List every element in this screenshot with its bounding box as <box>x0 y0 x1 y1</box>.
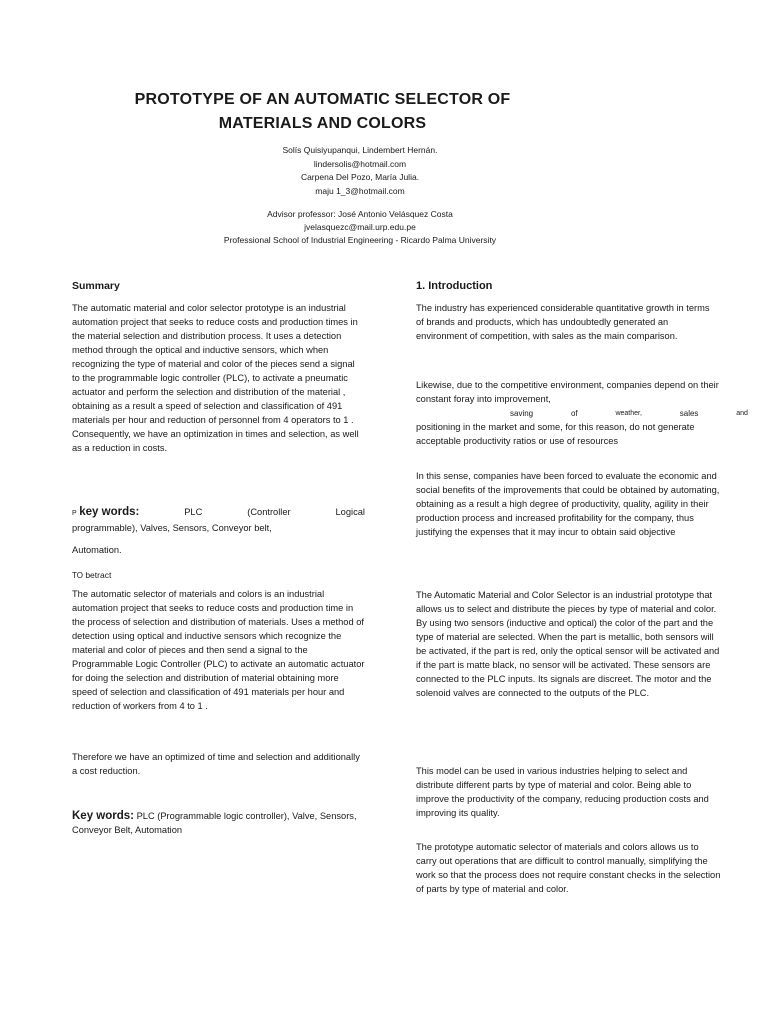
title-line-2: MATERIALS AND COLORS <box>218 115 427 132</box>
intro-paragraph-5: This model can be used in various industries helping to select and distribute different parts by type of material and color. Being able to improve the productivity of the company, reducing production costs and improving its quality. <box>416 766 709 818</box>
abstract-heading <box>72 568 111 583</box>
word-weather: weather, <box>615 410 642 417</box>
abstract-keywords <box>72 809 372 837</box>
kw-part-2: (Controller <box>247 507 291 517</box>
introduction-heading: 1. Introduction <box>416 280 493 292</box>
author-email-1: lindersolis@hotmail.com <box>313 158 407 169</box>
abstract-body: The automatic selector of materials and colors is an industrial automation project that seeks to reduce costs and production time in the process of selection and distribution of materials. Uses a method of detection using optical and inductive sensors which recognize the material and color of pieces and then send a signal to the Programmable Logic Controller (PLC) to activate an automatic actuator for doing the selection and distribution of material obtaining more speed of selection and classification of 491 materials per hour and reduction of workers from 4 to 1 . <box>72 589 365 711</box>
summary-keywords-line-1 <box>72 505 365 521</box>
summary-keywords-label: key words: <box>79 506 140 518</box>
intro-paragraph-2-end: positioning in the market and some, for this reason, do not generate acceptable productivity ratios or use of resources <box>416 422 695 446</box>
intro-paragraph-6: The prototype automatic selector of materials and colors allows us to carry out operations that are difficult to control manually, simplifying the work so that the process does not require constant checks in the selection of parts by type of material and color. <box>416 842 721 894</box>
summary-keywords-line-3: Automation. <box>72 545 122 555</box>
intro-paragraph-2-spaced-line <box>510 407 748 421</box>
summary-heading: Summary <box>72 280 120 292</box>
author-name-1: Solís Quisiyupanqui, Lindembert Hernán. <box>282 145 438 155</box>
title-line-1: PROTOTYPE OF AN AUTOMATIC SELECTOR OF <box>134 91 511 108</box>
author-email-2: maju 1_3@hotmail.com <box>315 185 405 196</box>
kw-part-3: Logical <box>335 507 365 517</box>
intro-paragraph-2-start: Likewise, due to the competitive environment, companies depend on their constant foray into improvement, <box>416 380 719 404</box>
advisor-email: jvelasquezc@mail.urp.edu.pe <box>304 222 416 232</box>
kw-part-1: PLC <box>184 507 203 517</box>
abstract-heading-rest: betract <box>82 570 112 580</box>
abstract-keywords-text: PLC (Programmable logic controller), Valve, Sensors, Conveyor Belt, Automation <box>72 811 357 835</box>
affiliation: Professional School of Industrial Engineering - Ricardo Palma University <box>223 235 497 245</box>
word-sales: sales <box>679 409 699 418</box>
abstract-keywords-label: Key words: <box>72 810 134 822</box>
intro-paragraph-4: The Automatic Material and Color Selector is an industrial prototype that allows us to select and distribute the pieces by type of material and color. By using two sensors (inductive and optical) the color of the part and the type of material are selected. When the part is metallic, both sensors will be activated, if the part is red, only the optical sensor will be activated and if the part is matte black, no sensor will be activated. These sensors are connected to the PLC inputs. Its signals are discreet. The motor and the solenoid valves are connected to the outputs of the PLC. <box>416 590 720 698</box>
summary-body: The automatic material and color selector prototype is an industrial automation project that seeks to reduce costs and production times in the material selection and distribution process. It uses a detection method through the optical and inductive sensors, which when recognizing the type of material and color of the pieces send a signal to the programmable logic controller (PLC), to activate a pneumatic actuator and perform the selection and distribution of the material , obtaining as a result a speed of selection and classification of 491 materials per hour and reduction of personnel from 4 operators to 1 . Consequently, we have an optimization in times and selection, as well as a reduction in costs. <box>72 303 359 453</box>
advisor-name: Advisor professor: José Antonio Velásquez Costa <box>267 209 453 219</box>
word-and: and <box>736 410 748 417</box>
intro-paragraph-1: The industry has experienced considerable quantitative growth in terms of brands and products, which has undoubtedly generated an environment of competition, with sales as the main comparison. <box>416 303 710 341</box>
summary-keywords-line-2: programmable), Valves, Sensors, Conveyor belt, <box>72 523 272 533</box>
word-of: of <box>570 409 578 418</box>
abstract-heading-prefix: TO <box>72 571 83 580</box>
word-saving: saving <box>510 409 534 418</box>
keywords-prefix: P <box>72 510 77 517</box>
left-column <box>72 0 365 1024</box>
right-column <box>416 0 748 1024</box>
intro-paragraph-3: In this sense, companies have been forced to evaluate the economic and social benefits of the improvements that could be obtained by automating, obtaining as a result a high degree of productivity, quality, agility in their production process and increased profitability for the company, thus justifying the expenses that it may incur to obtain said objective <box>416 471 720 537</box>
author-name-2: Carpena Del Pozo, María Julia. <box>300 172 420 182</box>
abstract-conclusion: Therefore we have an optimized of time and selection and additionally a cost reduction. <box>72 752 360 776</box>
